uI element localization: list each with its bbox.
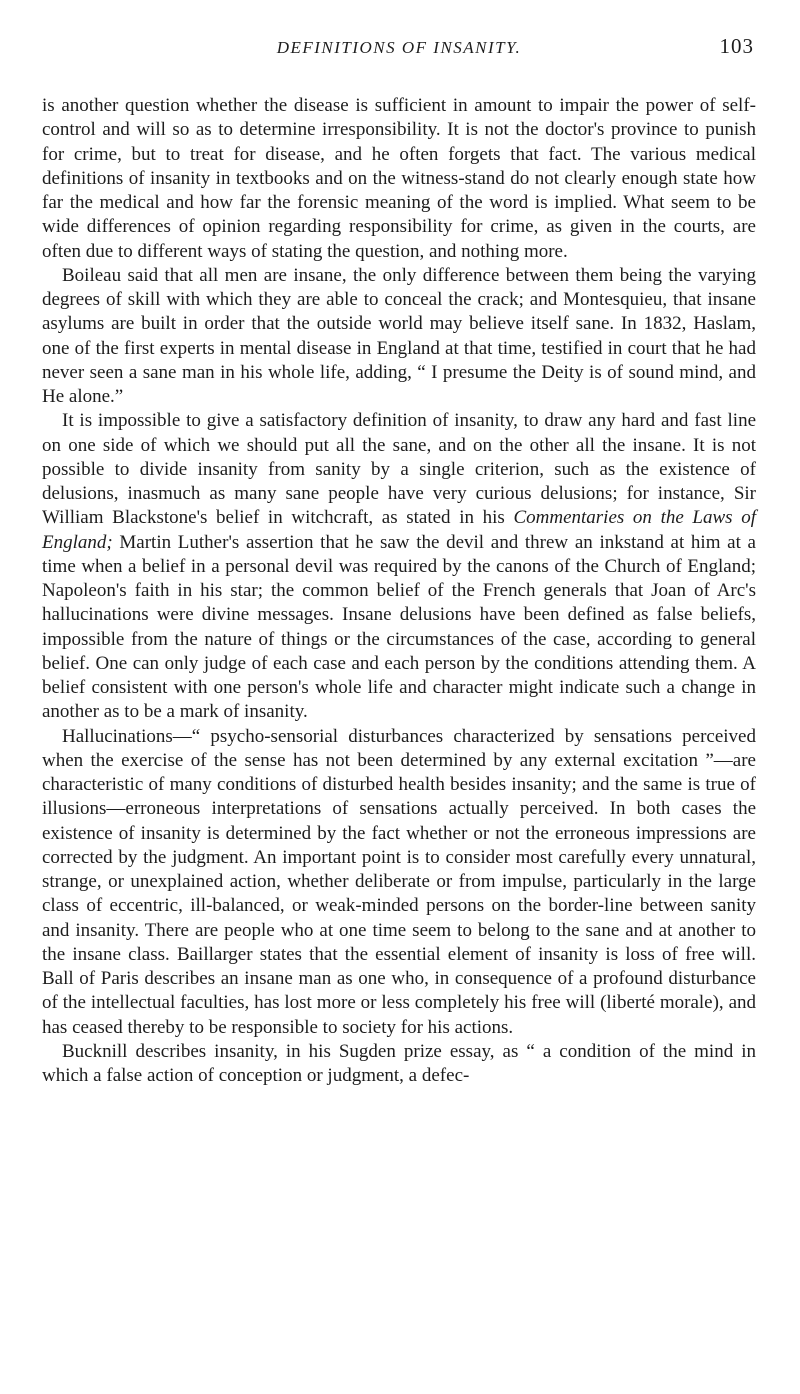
page-number: 103	[719, 34, 754, 58]
paragraph-continued: is another question whether the disease is sufficient in amount to impair the power of self-control and will so as to determine irresponsibility. It is not the doctor's province to punish for crime, but to treat for disease, and he often forgets that fact. The various medical definitions of insanity in textbooks and on the witness-stand do not clearly enough state how far the medical and how far the forensic meaning of the word is implied. What seem to be wide differences of opinion regarding responsibility for crime, as given in the courts, are often due to different ways of stating the question, and nothing more.	[42, 95, 756, 262]
book-title-commentaries: Commentaries on the Laws of England;	[42, 507, 756, 553]
paragraph-bucknill: Bucknill describes insanity, in his Sugden prize essay, as “ a condition of the mind in which a false action of conception or judgment, a defec-	[42, 1040, 756, 1086]
paragraph-definition-text-before: It is impossible to give a satisfactory definition of insanity, to draw any hard and fast line on one side of which we should put all the sane, and on the other all the insane. It is not possible to divide insanity from sanity by a single criterion, such as the existence of delusions, inasmuch as many sane people have very curious delusions; for instance, Sir William Blackstone's belief in witchcraft, as stated in his	[42, 410, 756, 529]
book-page	[42, 30, 756, 1370]
running-head	[42, 30, 756, 70]
running-title: DEFINITIONS OF INSANITY.	[276, 38, 522, 57]
paragraph-hallucinations: Hallucinations—“ psycho-sensorial disturbances characterized by sensations perceived when the exercise of the sense has not been determined by any external excitation ”—are characteristic of many conditions of disturbed health besides insanity; and the same is true of illusions—erroneous interpretations of sensations actually perceived. In both cases the existence of insanity is determined by the fact whether or not the erroneous impressions are corrected by the judgment. An important point is to consider most carefully every unnatural, strange, or unexplained action, whether deliberate or from impulse, particularly in the large class of eccentric, ill-balanced, or weak-minded persons on the border-line between sanity and insanity. There are people who at one time seem to belong to the sane and at another to the insane class. Baillarger states that the essential element of insanity is loss of free will. Ball of Paris describes an insane man as one who, in consequence of a profound disturbance of the intellectual faculties, has lost more or less completely his free will (liberté morale), and has ceased thereby to be responsible to society for his actions.	[42, 725, 756, 1038]
paragraph-definition-text-after: Martin Luther's assertion that he saw the devil and threw an inkstand at him at a time when a belief in a personal devil was required by the canons of the Church of England; Napoleon's faith in his star; the common belief of the French generals that Joan of Arc's hallucinations were divine messages. Insane delusions have been defined as false beliefs, impossible from the nature of things or the circumstances of the case, according to general belief. One can only judge of each case and each person by the conditions attending them. A belief consistent with one person's whole life and character might indicate such a change in another as to be a mark of insanity.	[42, 531, 756, 723]
paragraph-definition	[42, 409, 756, 724]
paragraph-boileau: Boileau said that all men are insane, the only difference between them being the varying degrees of skill with which they are able to conceal the crack; and Montesquieu, that insane asylums are built in order that the outside world may believe itself sane. In 1832, Haslam, one of the first experts in mental disease in England at that time, testified in court that he had never seen a sane man in his whole life, adding, “ I presume the Deity is of sound mind, and He alone.”	[42, 264, 756, 407]
body-text	[42, 94, 756, 1088]
